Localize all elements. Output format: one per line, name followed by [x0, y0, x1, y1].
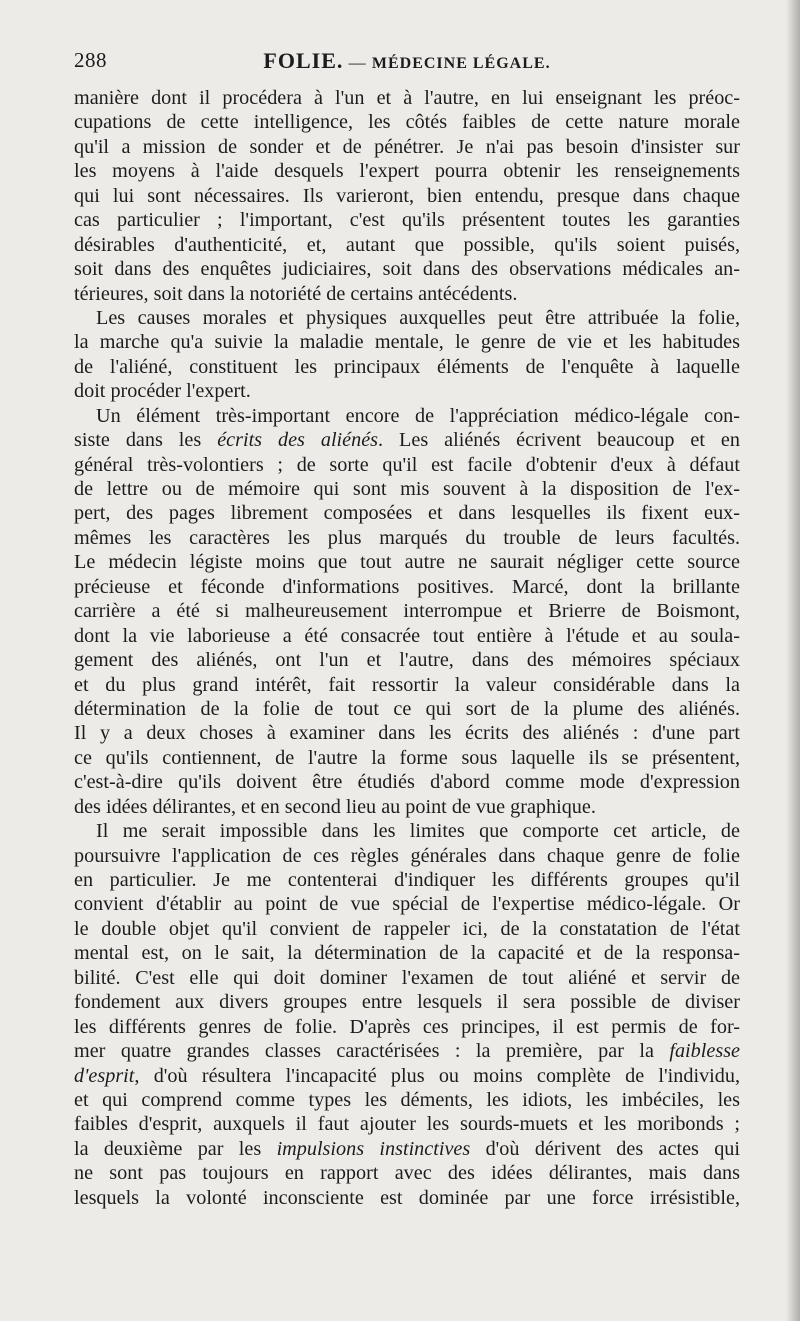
running-head-subtitle: MÉDECINE LÉGALE.	[371, 55, 551, 72]
text-run: d'où dérivent des actes qui	[485, 1137, 741, 1160]
text-line: des idées délirantes, et en second lieu au point de vue graphique.	[74, 795, 596, 818]
running-head	[74, 48, 740, 74]
text-line: précieuse et féconde d'informations positives. Marcé, dont la brillante	[74, 575, 740, 598]
text-line: soit dans des enquêtes judiciaires, soit dans des observations médicales an-	[74, 258, 740, 281]
text-line: de l'aliéné, constituent les principaux éléments de l'enquête à laquelle	[74, 355, 740, 378]
text-line: détermination de la folie de tout ce qui sort de la plume des aliénés.	[74, 697, 740, 720]
text-line: Le médecin légiste moins que tout autre ne saurait négliger cette source	[74, 551, 740, 574]
text-line: le double objet qu'il convient de rappeler ici, de la constatation de l'état	[74, 917, 740, 940]
text-line: Un élément très-important encore de l'appréciation médico-légale con-	[96, 404, 740, 427]
text-line: pert, des pages librement composées et dans lesquelles ils fixent eux-	[74, 502, 740, 525]
text-line: cas particulier ; l'important, c'est qu'ils présentent toutes les garanties	[74, 209, 740, 232]
text-line: et qui comprend comme types les déments, les idiots, les imbéciles, les	[74, 1088, 740, 1111]
text-line: les différents genres de folie. D'après ces principes, il est permis de for-	[74, 1015, 740, 1038]
text-line: térieures, soit dans la notoriété de certains antécédents.	[74, 282, 518, 305]
text-line: et du plus grand intérêt, fait ressortir la valeur considérable dans la	[74, 673, 740, 696]
text-line: cupations de cette intelligence, les côtés faibles de cette nature morale	[74, 111, 740, 134]
text-line: de lettre ou de mémoire qui sont mis souvent à la disposition de l'ex-	[74, 478, 740, 500]
text-line: carrière a été si malheureusement interrompue et Brierre de Boismont,	[74, 600, 740, 623]
text-line: mental est, on le sait, la détermination de la capacité et de la responsa-	[74, 942, 740, 965]
text-line: Les causes morales et physiques auxquelles peut être attribuée la folie,	[96, 306, 740, 329]
text-line: doit procéder l'expert.	[74, 380, 251, 403]
text-line	[74, 1064, 740, 1088]
text-line: la marche qu'a suivie la maladie mentale, le genre de vie et les habitudes	[74, 331, 740, 354]
text-line: gement des aliénés, ont l'un et l'autre, dans des mémoires spéciaux	[74, 649, 740, 672]
page-number: 288	[74, 48, 107, 72]
running-head-separator: —	[348, 53, 367, 72]
text-line	[74, 1039, 740, 1063]
italic-phrase: faiblesse	[669, 1040, 741, 1063]
text-line: ce qu'ils contiennent, de l'autre la forme sous laquelle ils se présentent,	[74, 746, 740, 769]
text-line: les moyens à l'aide desquels l'expert pourra obtenir les renseignements	[74, 160, 740, 183]
text-run: . Les aliénés écrivent beaucoup et en	[378, 429, 740, 452]
text-line: dont la vie laborieuse a été consacrée tout entière à l'étude et au soula-	[74, 624, 740, 647]
text-run: mer quatre grandes classes caractérisées : la première, par la	[74, 1040, 654, 1063]
text-line: lesquels la volonté inconsciente est dominée par une force irrésistible,	[74, 1186, 740, 1209]
text-line: mêmes les caractères les plus marqués du trouble de leurs facultés.	[74, 526, 740, 549]
text-line: convient d'établir au point de vue spécial de l'expertise médico-légale. Or	[74, 893, 740, 916]
running-head-title: FOLIE.	[263, 48, 344, 73]
page-edge-shadow	[786, 0, 800, 1321]
text-line: qu'il a mission de sonder et de pénétrer. Je n'ai pas besoin d'insister sur	[74, 135, 740, 158]
text-line: qui lui sont nécessaires. Ils varieront, bien entendu, presque dans chaque	[74, 184, 740, 207]
italic-phrase: écrits des aliénés	[217, 429, 379, 452]
italic-phrase: d'esprit	[74, 1064, 135, 1087]
text-line	[74, 1137, 740, 1161]
text-run: la deuxième par les	[74, 1137, 262, 1160]
text-line: manière dont il procédera à l'un et à l'autre, en lui enseignant les préoc-	[74, 87, 740, 109]
text-run: , d'où résultera l'incapacité plus ou moins complète de l'individu,	[134, 1064, 740, 1087]
text-line: général très-volontiers ; de sorte qu'il est facile d'obtenir d'eux à défaut	[74, 453, 740, 476]
page-header	[74, 48, 740, 80]
italic-phrase: impulsions instinctives	[276, 1137, 471, 1160]
text-line: Il me serait impossible dans les limites que comporte cet article, de	[96, 820, 740, 843]
text-run: siste dans les	[74, 429, 202, 452]
body-text	[74, 86, 740, 1210]
text-line: fondement aux divers groupes entre lesquels il sera possible de diviser	[74, 991, 740, 1014]
text-line	[74, 428, 740, 452]
text-line: Il y a deux choses à examiner dans les écrits des aliénés : d'une part	[74, 722, 740, 745]
text-line: bilité. C'est elle qui doit dominer l'examen de tout aliéné et servir de	[74, 966, 740, 989]
text-line: en particulier. Je me contenterai d'indiquer les différents groupes qu'il	[74, 869, 740, 891]
text-line: faibles d'esprit, auxquels il faut ajouter les sourds-muets et les moribonds ;	[74, 1113, 740, 1136]
text-line: c'est-à-dire qu'ils doivent être étudiés d'abord comme mode d'expression	[74, 771, 740, 794]
text-line: désirables d'authenticité, et, autant que possible, qu'ils soient puisés,	[74, 233, 740, 256]
text-line: poursuivre l'application de ces règles générales dans chaque genre de folie	[74, 844, 740, 867]
text-line: ne sont pas toujours en rapport avec des idées délirantes, mais dans	[74, 1162, 740, 1185]
